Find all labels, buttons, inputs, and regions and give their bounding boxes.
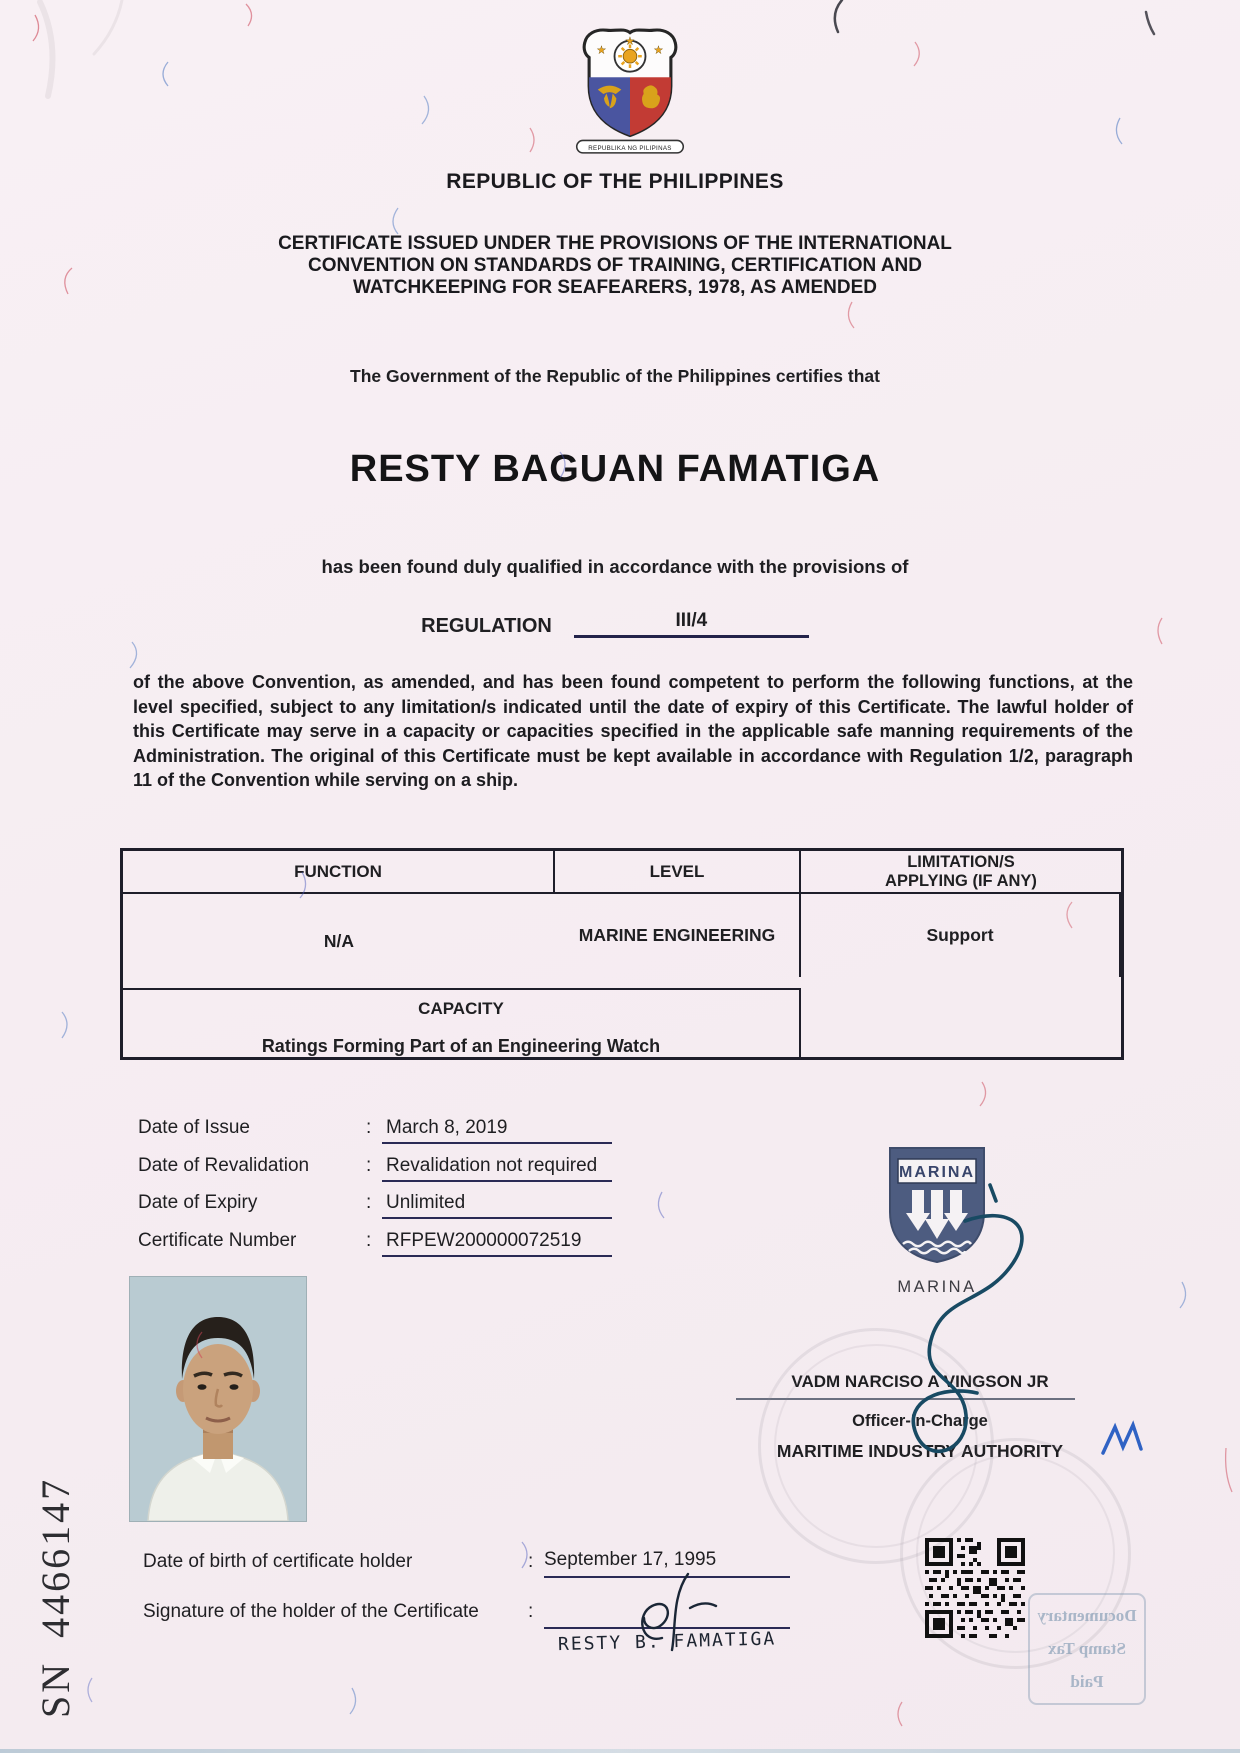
- cell-function: MARINE ENGINEERING: [555, 894, 801, 977]
- capacity-label: CAPACITY: [418, 999, 504, 1018]
- title-line-3: WATCHKEEPING FOR SEAFEARERS, 1978, AS AMENDED: [353, 277, 877, 298]
- page-edge: [0, 1749, 1240, 1753]
- regulation-label: REGULATION: [421, 615, 552, 637]
- colon: :: [366, 1154, 372, 1176]
- stamp-line: Documentary: [1037, 1606, 1137, 1625]
- signatory-name: VADM NARCISO A VINGSON JR: [791, 1372, 1049, 1391]
- holder-signature-label: Signature of the holder of the Certificate: [143, 1601, 479, 1622]
- marina-caption: MARINA: [897, 1278, 977, 1296]
- signatory-title: Officer-In-Charge: [852, 1412, 988, 1430]
- regulation-row: [115, 610, 1115, 638]
- header-limitation: [801, 851, 1121, 894]
- certificate-details: [138, 1117, 612, 1267]
- svg-text:★: ★: [596, 44, 607, 57]
- serial-number: SN 4466147: [33, 1476, 78, 1718]
- detail-row-revalidation: [138, 1155, 612, 1193]
- holder-photo: [130, 1277, 306, 1521]
- detail-value: Unlimited: [382, 1192, 612, 1219]
- capacity-value: Ratings Forming Part of an Engineering Watch: [261, 1036, 661, 1056]
- header-level: LEVEL: [555, 851, 801, 894]
- certifies-line: The Government of the Republic of the Philippines certifies that: [350, 366, 880, 386]
- detail-row-certificate-number: [138, 1230, 612, 1268]
- qr-code: [925, 1538, 1025, 1638]
- colon: :: [528, 1551, 534, 1572]
- header-function: FUNCTION: [123, 851, 555, 894]
- detail-value: RFPEW200000072519: [382, 1230, 612, 1257]
- colon: :: [366, 1229, 372, 1251]
- detail-label: Certificate Number: [138, 1229, 297, 1251]
- stamp-line: Paid: [1070, 1672, 1104, 1691]
- detail-value: March 8, 2019: [382, 1117, 612, 1144]
- body-paragraph: of the above Convention, as amended, and has been found competent to perform the following functions, at the level specified, subject to any limitation/s indicated until the date of expiry of this Certificate. The lawful holder of this Certificate may serve in a capacity or capacities specified in the applicable safe manning requirements of the Administration. The original of this Certificate must be kept available in accordance with Regulation 1/2, paragraph 11 of the Convention while serving on a ship.: [133, 672, 1133, 790]
- certificate-title: [115, 233, 1115, 299]
- official-signature-ink: [845, 1175, 1055, 1485]
- cell-limitation: N/A: [323, 930, 355, 951]
- title-line-1: CERTIFICATE ISSUED UNDER THE PROVISIONS OF THE INTERNATIONAL: [278, 233, 952, 254]
- title-line-2: CONVENTION ON STANDARDS OF TRAINING, CERTIFICATION AND: [308, 255, 922, 276]
- sun-icon: [623, 49, 637, 63]
- crease-mark: [94, 0, 122, 54]
- signatory-organization: MARITIME INDUSTRY AUTHORITY: [776, 1441, 1064, 1461]
- stamp-line: Stamp Tax: [1048, 1639, 1126, 1658]
- svg-text:★: ★: [625, 35, 635, 48]
- pen-mark: [1146, 12, 1154, 34]
- header-limitation-text: LIMITATION/S APPLYING (IF ANY): [885, 852, 1037, 890]
- detail-label: Date of Issue: [138, 1117, 250, 1138]
- detail-value: Revalidation not required: [382, 1155, 612, 1182]
- dob-value: September 17, 1995: [544, 1549, 790, 1578]
- colon: :: [366, 1117, 372, 1138]
- documentary-stamp: [1028, 1593, 1146, 1705]
- country-title: REPUBLIC OF THE PHILIPPINES: [446, 170, 784, 193]
- holder-signature-ink: [628, 1568, 732, 1656]
- blue-initial-mark: [1098, 1418, 1148, 1460]
- colon: :: [366, 1192, 372, 1213]
- banner-text: REPUBLIKA NG PILIPINAS: [588, 144, 672, 152]
- cell-capacity: [123, 988, 801, 1057]
- detail-label: Date of Revalidation: [138, 1154, 310, 1176]
- holder-name: RESTY BAGUAN FAMATIGA: [349, 448, 881, 490]
- philippine-coat-of-arms: [568, 24, 692, 164]
- svg-text:★: ★: [653, 44, 664, 57]
- detail-label: Date of Expiry: [138, 1192, 258, 1213]
- pen-mark: [835, 0, 842, 32]
- holder-signature-text: RESTY B. FAMATIGA: [557, 1628, 777, 1656]
- marina-shield-text: MARINA: [899, 1164, 975, 1181]
- dob-label: Date of birth of certificate holder: [143, 1551, 413, 1572]
- detail-row-issue: [138, 1117, 612, 1155]
- functions-table: [120, 848, 1124, 1060]
- crease-mark: [40, 2, 53, 96]
- regulation-value: III/4: [574, 610, 809, 638]
- cell-level: Support: [801, 894, 1121, 977]
- colon: :: [528, 1601, 534, 1622]
- qualified-line: has been found duly qualified in accordance with the provisions of: [321, 556, 909, 577]
- detail-row-expiry: [138, 1192, 612, 1230]
